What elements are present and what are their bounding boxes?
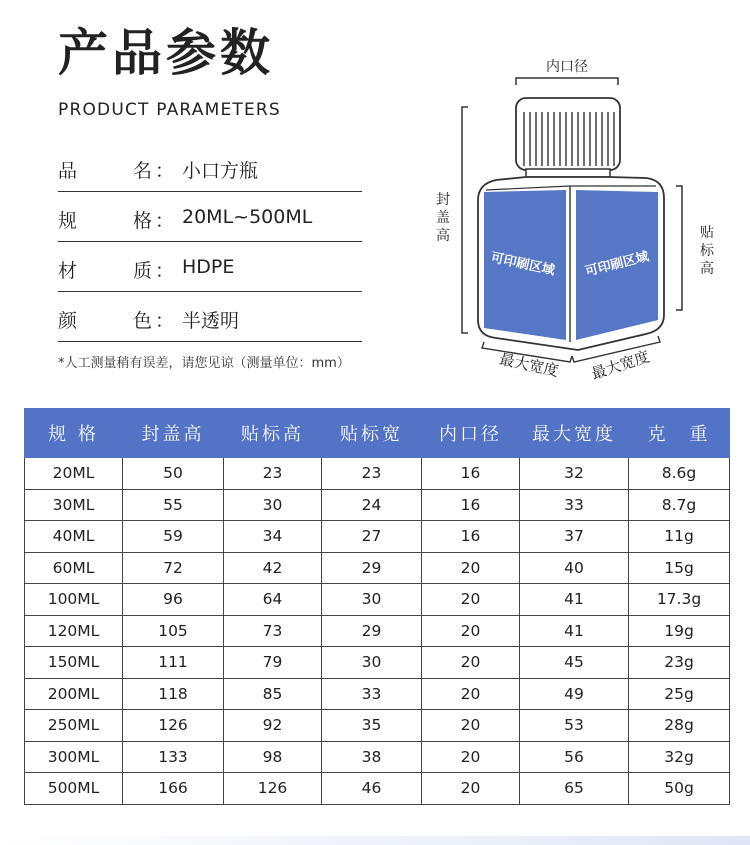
spec-colon: ：: [155, 160, 175, 182]
table-row: [25, 615, 730, 647]
table-cell: 40ML: [25, 521, 123, 553]
print-area-label-right: 可印刷区域: [583, 249, 651, 280]
table-cell: 30: [224, 489, 322, 521]
table-cell: 30: [322, 647, 422, 679]
table-cell: 24: [322, 489, 422, 521]
spec-label-char: 规: [58, 210, 78, 232]
table-row: [25, 584, 730, 616]
table-row: [25, 552, 730, 584]
print-area-label-left: 可印刷区域: [489, 250, 557, 279]
table-cell: 25g: [629, 678, 730, 710]
table-cell: 33: [322, 678, 422, 710]
cap-height-label-char: 盖: [436, 210, 450, 226]
table-cell: 65: [520, 773, 629, 805]
table-row: [25, 678, 730, 710]
table-row: [25, 773, 730, 805]
table-cell: 20: [422, 741, 520, 773]
table-cell: 250ML: [25, 710, 123, 742]
table-row: [25, 521, 730, 553]
spec-label-char: 颜: [58, 310, 78, 332]
max-width-label-right: 最大宽度: [589, 347, 652, 384]
table-cell: 60ML: [25, 552, 123, 584]
table-cell: 126: [123, 710, 224, 742]
spec-label-char: 品: [58, 160, 78, 182]
spec-value: 小口方瓶: [182, 160, 259, 182]
cap-height-label-char: 高: [436, 228, 450, 244]
table-cell: 19g: [629, 615, 730, 647]
table-cell: 300ML: [25, 741, 123, 773]
label-height-label-char: 高: [700, 261, 714, 277]
table-cell: 32: [520, 458, 629, 490]
spec-colon: ：: [155, 260, 175, 282]
table-cell: 29: [322, 552, 422, 584]
cap-height-label-char: 封: [436, 192, 450, 208]
table-cell: 30: [322, 584, 422, 616]
table-cell: 111: [123, 647, 224, 679]
table-cell: 20: [422, 773, 520, 805]
table-row: [25, 489, 730, 521]
table-cell: 64: [224, 584, 322, 616]
table-cell: 73: [224, 615, 322, 647]
table-cell: 118: [123, 678, 224, 710]
spec-table: [24, 408, 730, 805]
spec-colon: ：: [155, 310, 175, 332]
spec-label-char: 色: [133, 310, 153, 332]
inner-diameter-label: 内口径: [546, 59, 588, 75]
column-header: 克 重: [629, 409, 730, 458]
measurement-note: *人工测量稍有误差，请您见谅（测量单位：mm）: [58, 356, 350, 371]
table-cell: 500ML: [25, 773, 123, 805]
table-cell: 56: [520, 741, 629, 773]
label-height-bracket: [676, 186, 682, 310]
spec-row-material: [58, 242, 362, 292]
table-cell: 11g: [629, 521, 730, 553]
page-title: 产品参数: [58, 24, 274, 82]
table-cell: 8.6g: [629, 458, 730, 490]
table-cell: 20: [422, 552, 520, 584]
table-cell: 166: [123, 773, 224, 805]
spec-label-char: 格: [133, 210, 153, 232]
column-header: 规 格: [25, 409, 123, 458]
bottle-cap: [516, 98, 620, 170]
inner-diameter-bracket: [516, 78, 618, 85]
spec-value: 半透明: [182, 310, 240, 332]
table-cell: 16: [422, 489, 520, 521]
table-row: [25, 710, 730, 742]
table-cell: 98: [224, 741, 322, 773]
table-cell: 96: [123, 584, 224, 616]
table-cell: 200ML: [25, 678, 123, 710]
table-row: [25, 647, 730, 679]
table-cell: 133: [123, 741, 224, 773]
table-cell: 100ML: [25, 584, 123, 616]
table-cell: 45: [520, 647, 629, 679]
spec-row-name: [58, 142, 362, 192]
spec-label-char: 名: [133, 160, 153, 182]
spec-value: 20ML~500ML: [182, 206, 313, 228]
table-cell: 20: [422, 615, 520, 647]
table-cell: 20: [422, 584, 520, 616]
table-cell: 150ML: [25, 647, 123, 679]
spec-row-color: [58, 292, 362, 342]
column-header: 最大宽度: [520, 409, 629, 458]
table-cell: 59: [123, 521, 224, 553]
spec-value: HDPE: [182, 256, 235, 278]
table-cell: 40: [520, 552, 629, 584]
label-height-label-char: 标: [700, 243, 714, 259]
table-header-row: [25, 409, 730, 458]
table-cell: 37: [520, 521, 629, 553]
table-cell: 30ML: [25, 489, 123, 521]
table-cell: 85: [224, 678, 322, 710]
table-cell: 49: [520, 678, 629, 710]
table-cell: 53: [520, 710, 629, 742]
table-cell: 46: [322, 773, 422, 805]
table-cell: 126: [224, 773, 322, 805]
table-cell: 16: [422, 521, 520, 553]
table-cell: 72: [123, 552, 224, 584]
bottle-diagram: [420, 40, 730, 390]
table-cell: 20: [422, 678, 520, 710]
table-row: [25, 741, 730, 773]
table-cell: 20: [422, 647, 520, 679]
spec-label-char: 材: [58, 260, 78, 282]
table-cell: 27: [322, 521, 422, 553]
column-header: 内口径: [422, 409, 520, 458]
bottle-neck: [526, 169, 610, 177]
bottom-decoration: [0, 836, 750, 845]
table-cell: 20: [422, 710, 520, 742]
table-row: [25, 458, 730, 490]
table-cell: 50: [123, 458, 224, 490]
table-cell: 55: [123, 489, 224, 521]
table-cell: 23: [224, 458, 322, 490]
table-cell: 16: [422, 458, 520, 490]
column-header: 封盖高: [123, 409, 224, 458]
table-cell: 50g: [629, 773, 730, 805]
table-cell: 32g: [629, 741, 730, 773]
spec-row-size: [58, 192, 362, 242]
table-cell: 42: [224, 552, 322, 584]
column-header: 贴标宽: [322, 409, 422, 458]
table-cell: 120ML: [25, 615, 123, 647]
table-cell: 41: [520, 615, 629, 647]
table-cell: 41: [520, 584, 629, 616]
column-header: 贴标高: [224, 409, 322, 458]
table-cell: 79: [224, 647, 322, 679]
table-cell: 105: [123, 615, 224, 647]
table-body: [25, 458, 730, 805]
label-height-label-char: 贴: [700, 225, 714, 241]
spec-label-char: 质: [133, 260, 153, 282]
table-cell: 20ML: [25, 458, 123, 490]
table-cell: 33: [520, 489, 629, 521]
table-cell: 92: [224, 710, 322, 742]
table-cell: 28g: [629, 710, 730, 742]
table-cell: 15g: [629, 552, 730, 584]
table-cell: 23: [322, 458, 422, 490]
table-cell: 34: [224, 521, 322, 553]
table-cell: 17.3g: [629, 584, 730, 616]
table-cell: 23g: [629, 647, 730, 679]
table-cell: 35: [322, 710, 422, 742]
table-cell: 38: [322, 741, 422, 773]
spec-list: [58, 142, 362, 342]
spec-colon: ：: [155, 210, 175, 232]
table-cell: 8.7g: [629, 489, 730, 521]
max-width-label-left: 最大宽度: [497, 350, 561, 381]
cap-height-bracket: [462, 107, 468, 333]
table-cell: 29: [322, 615, 422, 647]
page-subtitle: PRODUCT PARAMETERS: [58, 100, 281, 120]
